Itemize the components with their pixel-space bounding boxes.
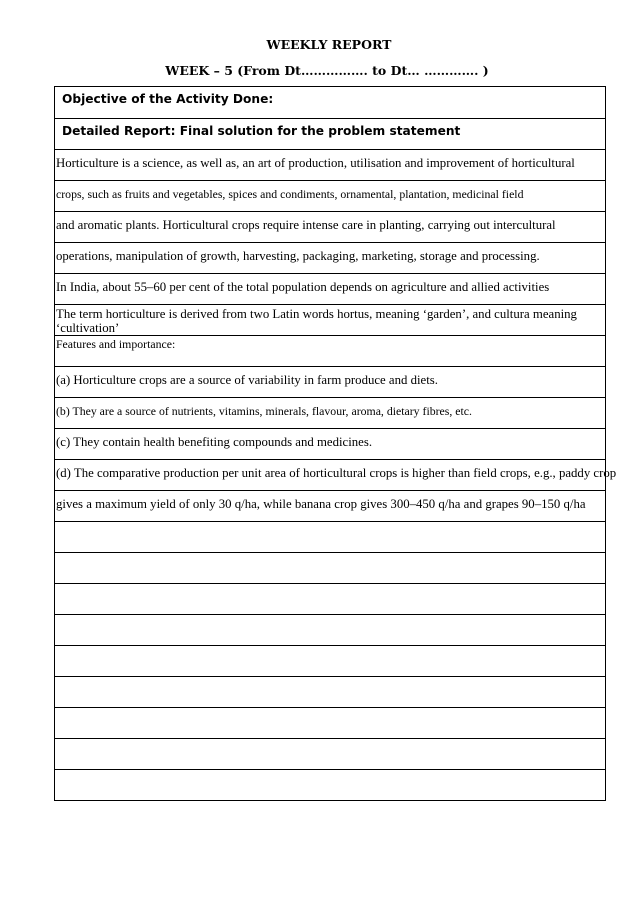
report-line [55, 305, 605, 336]
week-date-range: WEEK – 5 (From Dt……………. to Dt… …………. ) [165, 63, 489, 78]
report-line-text: In India, about 55–60 per cent of the total population depends on agriculture and allied activities [56, 280, 550, 294]
empty-row [55, 770, 605, 801]
report-line [55, 367, 605, 398]
detailed-report-label: Detailed Report: Final solution for the problem statement [62, 124, 461, 138]
report-line [55, 491, 605, 522]
empty-row [55, 708, 605, 739]
objective-row [55, 87, 605, 119]
empty-row [55, 739, 605, 770]
report-line [55, 460, 617, 491]
report-line [55, 181, 605, 212]
empty-row [55, 553, 605, 584]
report-line [55, 429, 605, 460]
report-line-text: (a) Horticulture crops are a source of variability in farm produce and diets. [56, 373, 438, 387]
report-line-text: operations, manipulation of growth, harvesting, packaging, marketing, storage and processing. [56, 249, 540, 263]
objective-label: Objective of the Activity Done: [62, 92, 274, 106]
detailed-report-row [55, 119, 605, 150]
report-line-text: and aromatic plants. Horticultural crops require intense care in planting, carrying out intercultural [56, 218, 556, 232]
report-line-text: (c) They contain health benefiting compounds and medicines. [56, 435, 373, 449]
empty-row [55, 646, 605, 677]
report-line-text: gives a maximum yield of only 30 q/ha, while banana crop gives 300–450 q/ha and grapes 90–150 q/ha [56, 497, 586, 511]
report-line-text: (b) They are a source of nutrients, vitamins, minerals, flavour, aroma, dietary fibres, etc. [56, 404, 472, 418]
empty-row [55, 522, 605, 553]
report-line [55, 398, 605, 429]
report-line-text: (d) The comparative production per unit area of horticultural crops is higher than field crops, e.g., paddy crop [56, 466, 617, 480]
report-line [55, 212, 605, 243]
report-line-text: Features and importance: [56, 337, 176, 351]
report-line-text: crops, such as fruits and vegetables, spices and condiments, ornamental, plantation, medicinal field [56, 187, 524, 201]
report-line [55, 243, 605, 274]
report-line [55, 336, 605, 367]
report-line-text: The term horticulture is derived from two Latin words hortus, meaning ‘garden’, and cultura meaning ‘cultivation’ [56, 307, 577, 335]
report-table [54, 86, 617, 801]
report-line [55, 150, 605, 181]
empty-row [55, 677, 605, 708]
empty-row [55, 584, 605, 615]
report-line [55, 274, 605, 305]
empty-row [55, 615, 605, 646]
report-title: WEEKLY REPORT [266, 37, 392, 52]
report-line-text: Horticulture is a science, as well as, an art of production, utilisation and improvement of horticultural [56, 156, 575, 170]
